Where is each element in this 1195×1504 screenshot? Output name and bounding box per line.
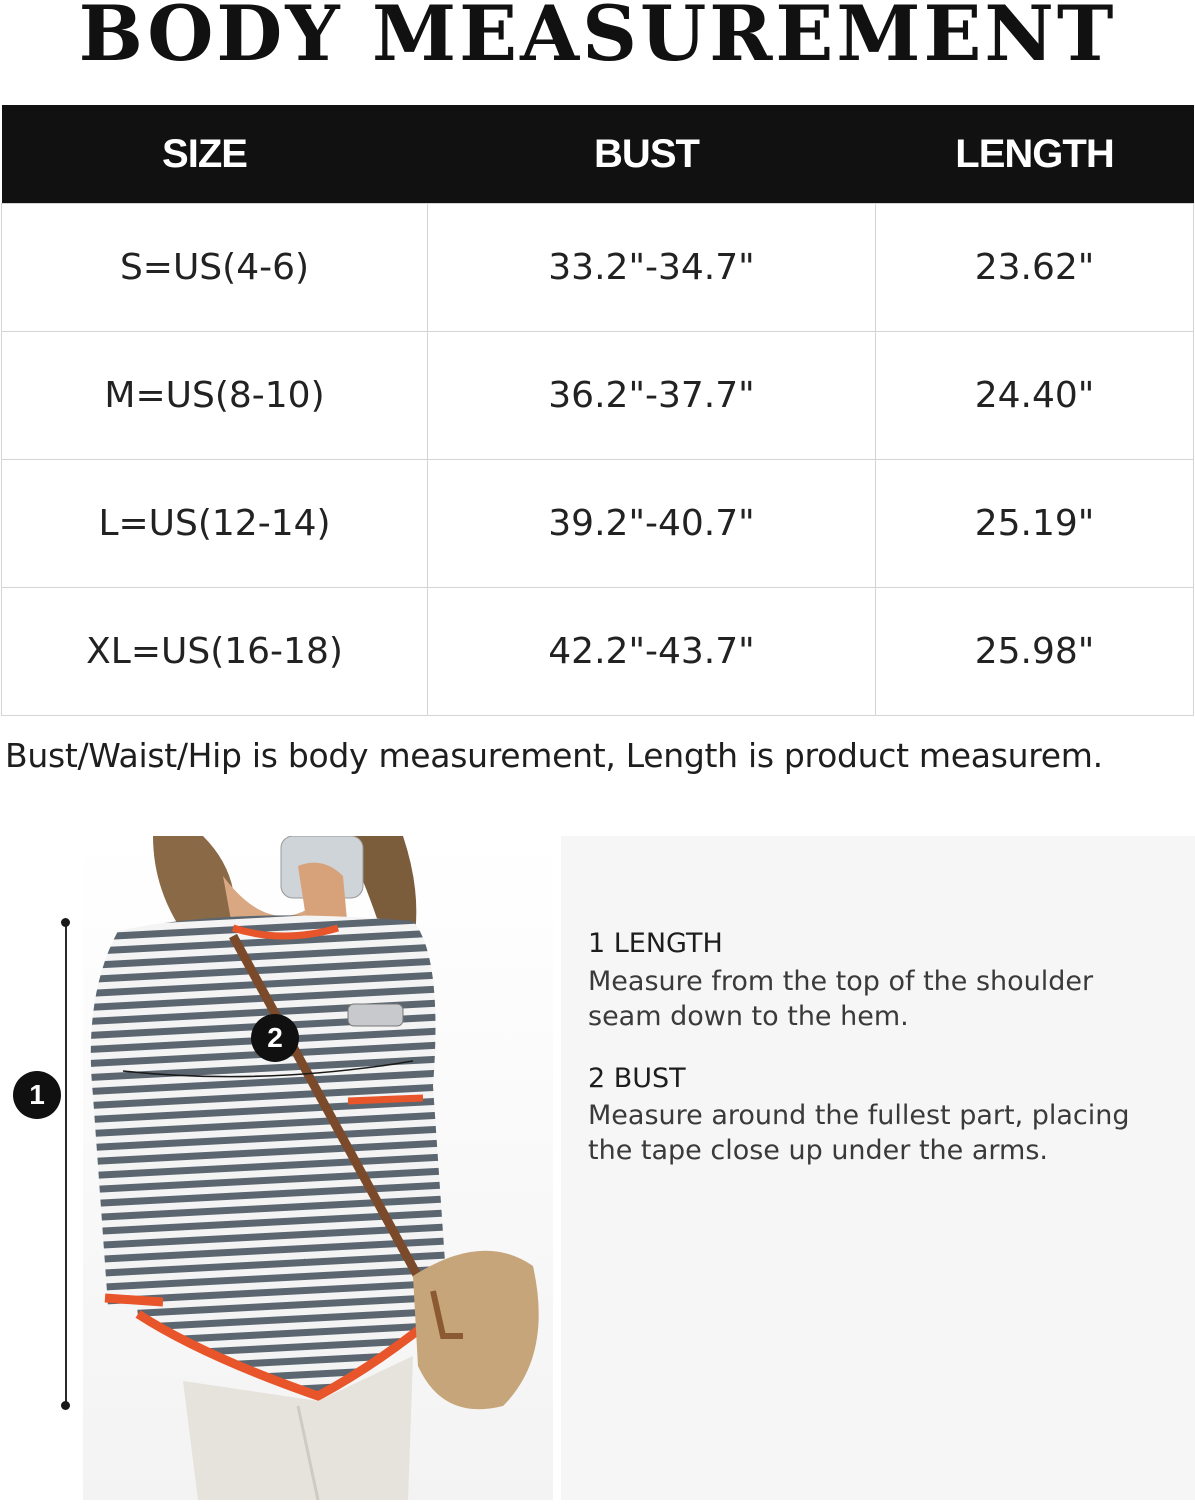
table-row bbox=[2, 332, 1194, 460]
length-cell: 25.19" bbox=[876, 460, 1194, 588]
length-cell: 23.62" bbox=[876, 204, 1194, 332]
table-row bbox=[2, 588, 1194, 716]
column-header-size: SIZE bbox=[2, 105, 428, 204]
bust-heading: 2 BUST bbox=[588, 1063, 686, 1094]
instructions-panel bbox=[561, 836, 1195, 1500]
bust-cell: 33.2"-34.7" bbox=[428, 204, 876, 332]
size-cell: S=US(4-6) bbox=[2, 204, 428, 332]
length-line-bottom-dot bbox=[61, 1401, 70, 1410]
striped-sweater-model-photo bbox=[83, 836, 553, 1500]
bust-cell: 42.2"-43.7" bbox=[428, 588, 876, 716]
measurement-note: Bust/Waist/Hip is body measurement, Length is product measurem. bbox=[5, 736, 1103, 775]
table-row bbox=[2, 460, 1194, 588]
length-heading: 1 LENGTH bbox=[588, 928, 723, 959]
table-row bbox=[2, 204, 1194, 332]
bust-cell: 39.2"-40.7" bbox=[428, 460, 876, 588]
page-title: BODY MEASUREMENT bbox=[78, 0, 1117, 78]
length-line-top-dot bbox=[61, 918, 70, 927]
table-header bbox=[2, 105, 1194, 204]
length-cell: 25.98" bbox=[876, 588, 1194, 716]
length-description: Measure from the top of the shoulder seam down to the hem. bbox=[588, 966, 1094, 1032]
length-marker-badge: 1 bbox=[13, 1071, 61, 1119]
length-measure-line bbox=[65, 922, 67, 1406]
size-cell: L=US(12-14) bbox=[2, 460, 428, 588]
table-header-row bbox=[2, 105, 1194, 204]
table-body bbox=[2, 204, 1194, 716]
bust-marker-badge: 2 bbox=[251, 1014, 299, 1062]
size-chart-table bbox=[1, 105, 1194, 716]
bust-cell: 36.2"-37.7" bbox=[428, 332, 876, 460]
size-cell: M=US(8-10) bbox=[2, 332, 428, 460]
column-header-bust: BUST bbox=[428, 105, 876, 204]
bust-description: Measure around the fullest part, placing the tape close up under the arms. bbox=[588, 1100, 1130, 1166]
length-cell: 24.40" bbox=[876, 332, 1194, 460]
size-cell: XL=US(16-18) bbox=[2, 588, 428, 716]
column-header-length: LENGTH bbox=[876, 105, 1194, 204]
model-photo bbox=[83, 836, 553, 1500]
